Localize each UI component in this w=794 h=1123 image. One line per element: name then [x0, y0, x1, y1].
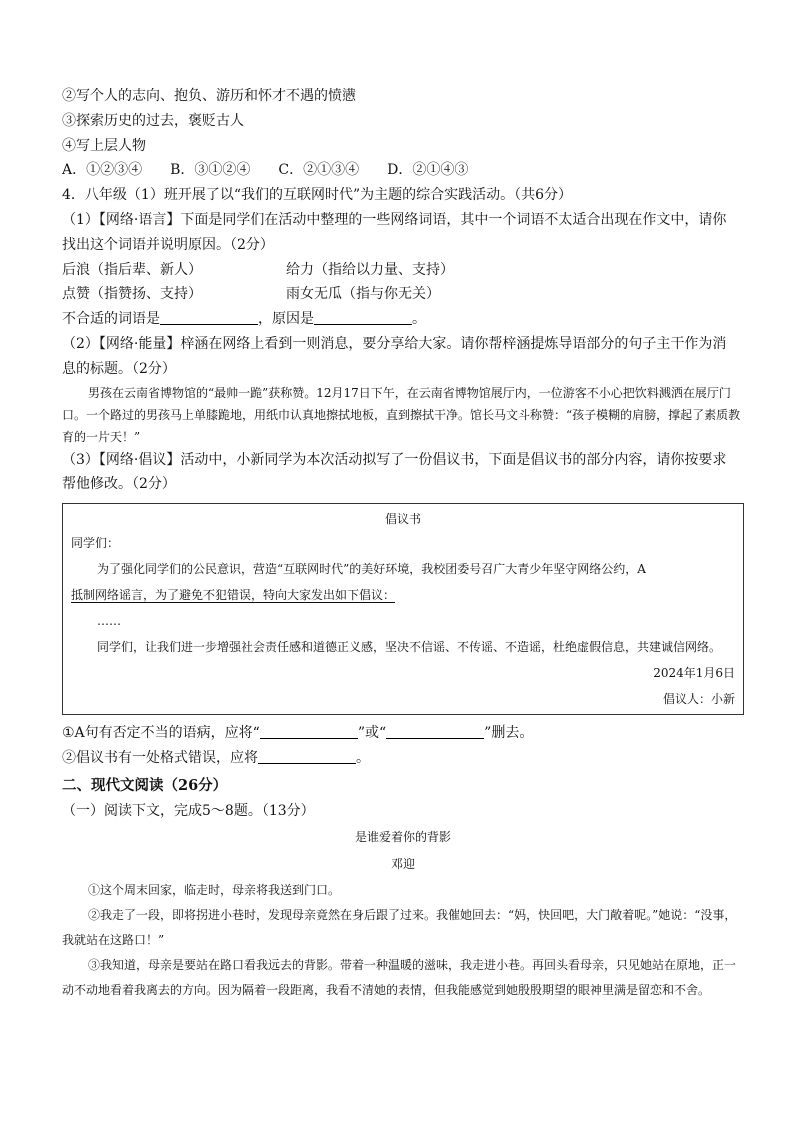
answer-prefix: 不合适的词语是 — [62, 311, 160, 328]
sub1-c: ”删去。 — [484, 725, 534, 742]
q4-sub2 — [62, 746, 744, 771]
word-houlang: 后浪（指后辈、新人） — [62, 261, 202, 278]
news-paragraph: 男孩在云南省博物馆的“最帅一跪”获称赞。12月17日下午，在云南省博物馆展厅内，一位游客不小心把饮料溅洒在展厅门口。一个路过的男孩马上单膝跪地，用纸巾认真地擦拭地板，直到擦拭干净。馆长马文斗称赞：“孩子模糊的肩膀，撑起了素质教育的一片天！” — [62, 385, 741, 444]
sub2-a: ②倡议书有一处格式错误，应将 — [62, 749, 258, 766]
q4-part1-line1: （1）【网络·语言】下面是同学们在活动中整理的一些网络词语，其中一个词语不太适合出现在作文中，请你 — [62, 211, 727, 228]
answer-end: 。 — [412, 311, 426, 328]
essay-para-3: ③我知道，母亲是要站在路口看我远去的背影。带着一种温暖的滋味，我走进小巷。再回头看母亲，只见她站在原地，正一动不动地看着我离去的方向。因为隔着一段距离，我看不清她的表情，但我能感觉到她殷殷期望的眼神里满是留恋和不舍。 — [62, 957, 737, 997]
q4-part2-line1: （2）【网络·能量】梓涵在网络上看到一则消息，要分享给大家。请你帮梓涵提炼导语部分的句子主干作为消 — [62, 335, 727, 352]
sub2-blank[interactable] — [258, 749, 356, 764]
q4-sub1 — [62, 721, 744, 746]
essay-para-2: ②我走了一段，即将拐进小巷时，发现母亲竟然在身后跟了过来。我催她回去：“妈，快回吧，大门敞着呢。”她说：“没事，我就站在这路口！” — [62, 907, 737, 947]
q4-part2-line2: 息的标题。（2分） — [62, 360, 176, 377]
q4-part3-line2: 帮他修改。（2分） — [62, 476, 176, 493]
section-part1: （一）阅读下文，完成5～8题。（13分） — [62, 802, 315, 819]
q4-stem: 4．八年级（1）班开展了以“我们的互联网时代”为主题的综合实践活动。（共6分） — [62, 187, 573, 204]
sub1-blank-1[interactable] — [260, 724, 358, 739]
essay-para-1: ①这个周末回家，临走时，母亲将我送到门口。 — [88, 882, 341, 897]
word-row-2 — [62, 282, 744, 307]
sub1-a: ①A句有否定不当的语病，应将“ — [62, 725, 260, 742]
q3-option-2: ②写个人的志向、抱负、游历和怀才不遇的愤懑 — [62, 88, 356, 104]
q3-choices: A．①②③④ B．③①②④ C．②①③④ D．②①④③ — [62, 162, 469, 179]
letter-body2: 同学们，让我们进一步增强社会责任感和道德正义感，坚决不信谣、不传谣、不造谣，杜绝虚假信息，共建诚信网络。 — [97, 640, 722, 655]
letter-signer: 倡议人：小新 — [662, 692, 735, 707]
sub1-b: ”或“ — [357, 725, 387, 742]
answer-blank-word[interactable] — [160, 310, 258, 325]
answer-blank-reason[interactable] — [314, 310, 412, 325]
essay-title: 是谁爱着你的背影 — [354, 829, 451, 844]
answer-mid: ，原因是 — [258, 311, 314, 328]
word-row-1 — [62, 258, 744, 283]
exam-page — [62, 84, 744, 1003]
letter-salutation: 同学们： — [71, 536, 120, 551]
word-dianzan: 点赞（指赞扬、支持） — [62, 286, 202, 303]
q3-option-3: ③探索历史的过去，褒贬古人 — [62, 112, 244, 129]
word-geili: 给力（指给以力量、支持） — [286, 261, 454, 278]
letter-title: 倡议书 — [384, 512, 421, 527]
section-heading: 二、现代文阅读（26分） — [62, 776, 228, 794]
proposal-letter-box — [62, 503, 744, 715]
essay-author: 邓迎 — [390, 856, 415, 871]
letter-date: 2024年1月6日 — [653, 666, 735, 681]
letter-ellipsis: …… — [97, 614, 121, 629]
q4-part1-answer-line — [62, 307, 744, 332]
sub1-blank-2[interactable] — [386, 724, 484, 739]
sub2-b: 。 — [356, 749, 370, 766]
word-yunvwugua: 雨女无瓜（指与你无关） — [286, 286, 440, 303]
q4-part1-line2: 找出这个词语并说明原因。（2分） — [62, 236, 274, 253]
q3-option-4: ④写上层人物 — [62, 137, 146, 154]
letter-body1-a: 为了强化同学们的公民意识，营造“互联网时代”的美好环境，我校团委号召广大青少年坚守网络公约，A — [97, 562, 646, 577]
q4-part3-line1: （3）【网络·倡议】活动中，小新同学为本次活动拟写了一份倡议书，下面是倡议书的部分内容，请你按要求 — [62, 451, 727, 468]
letter-body1-b: 抵制网络谣言，为了避免不犯错误，特向大家发出如下倡议： — [71, 588, 396, 603]
